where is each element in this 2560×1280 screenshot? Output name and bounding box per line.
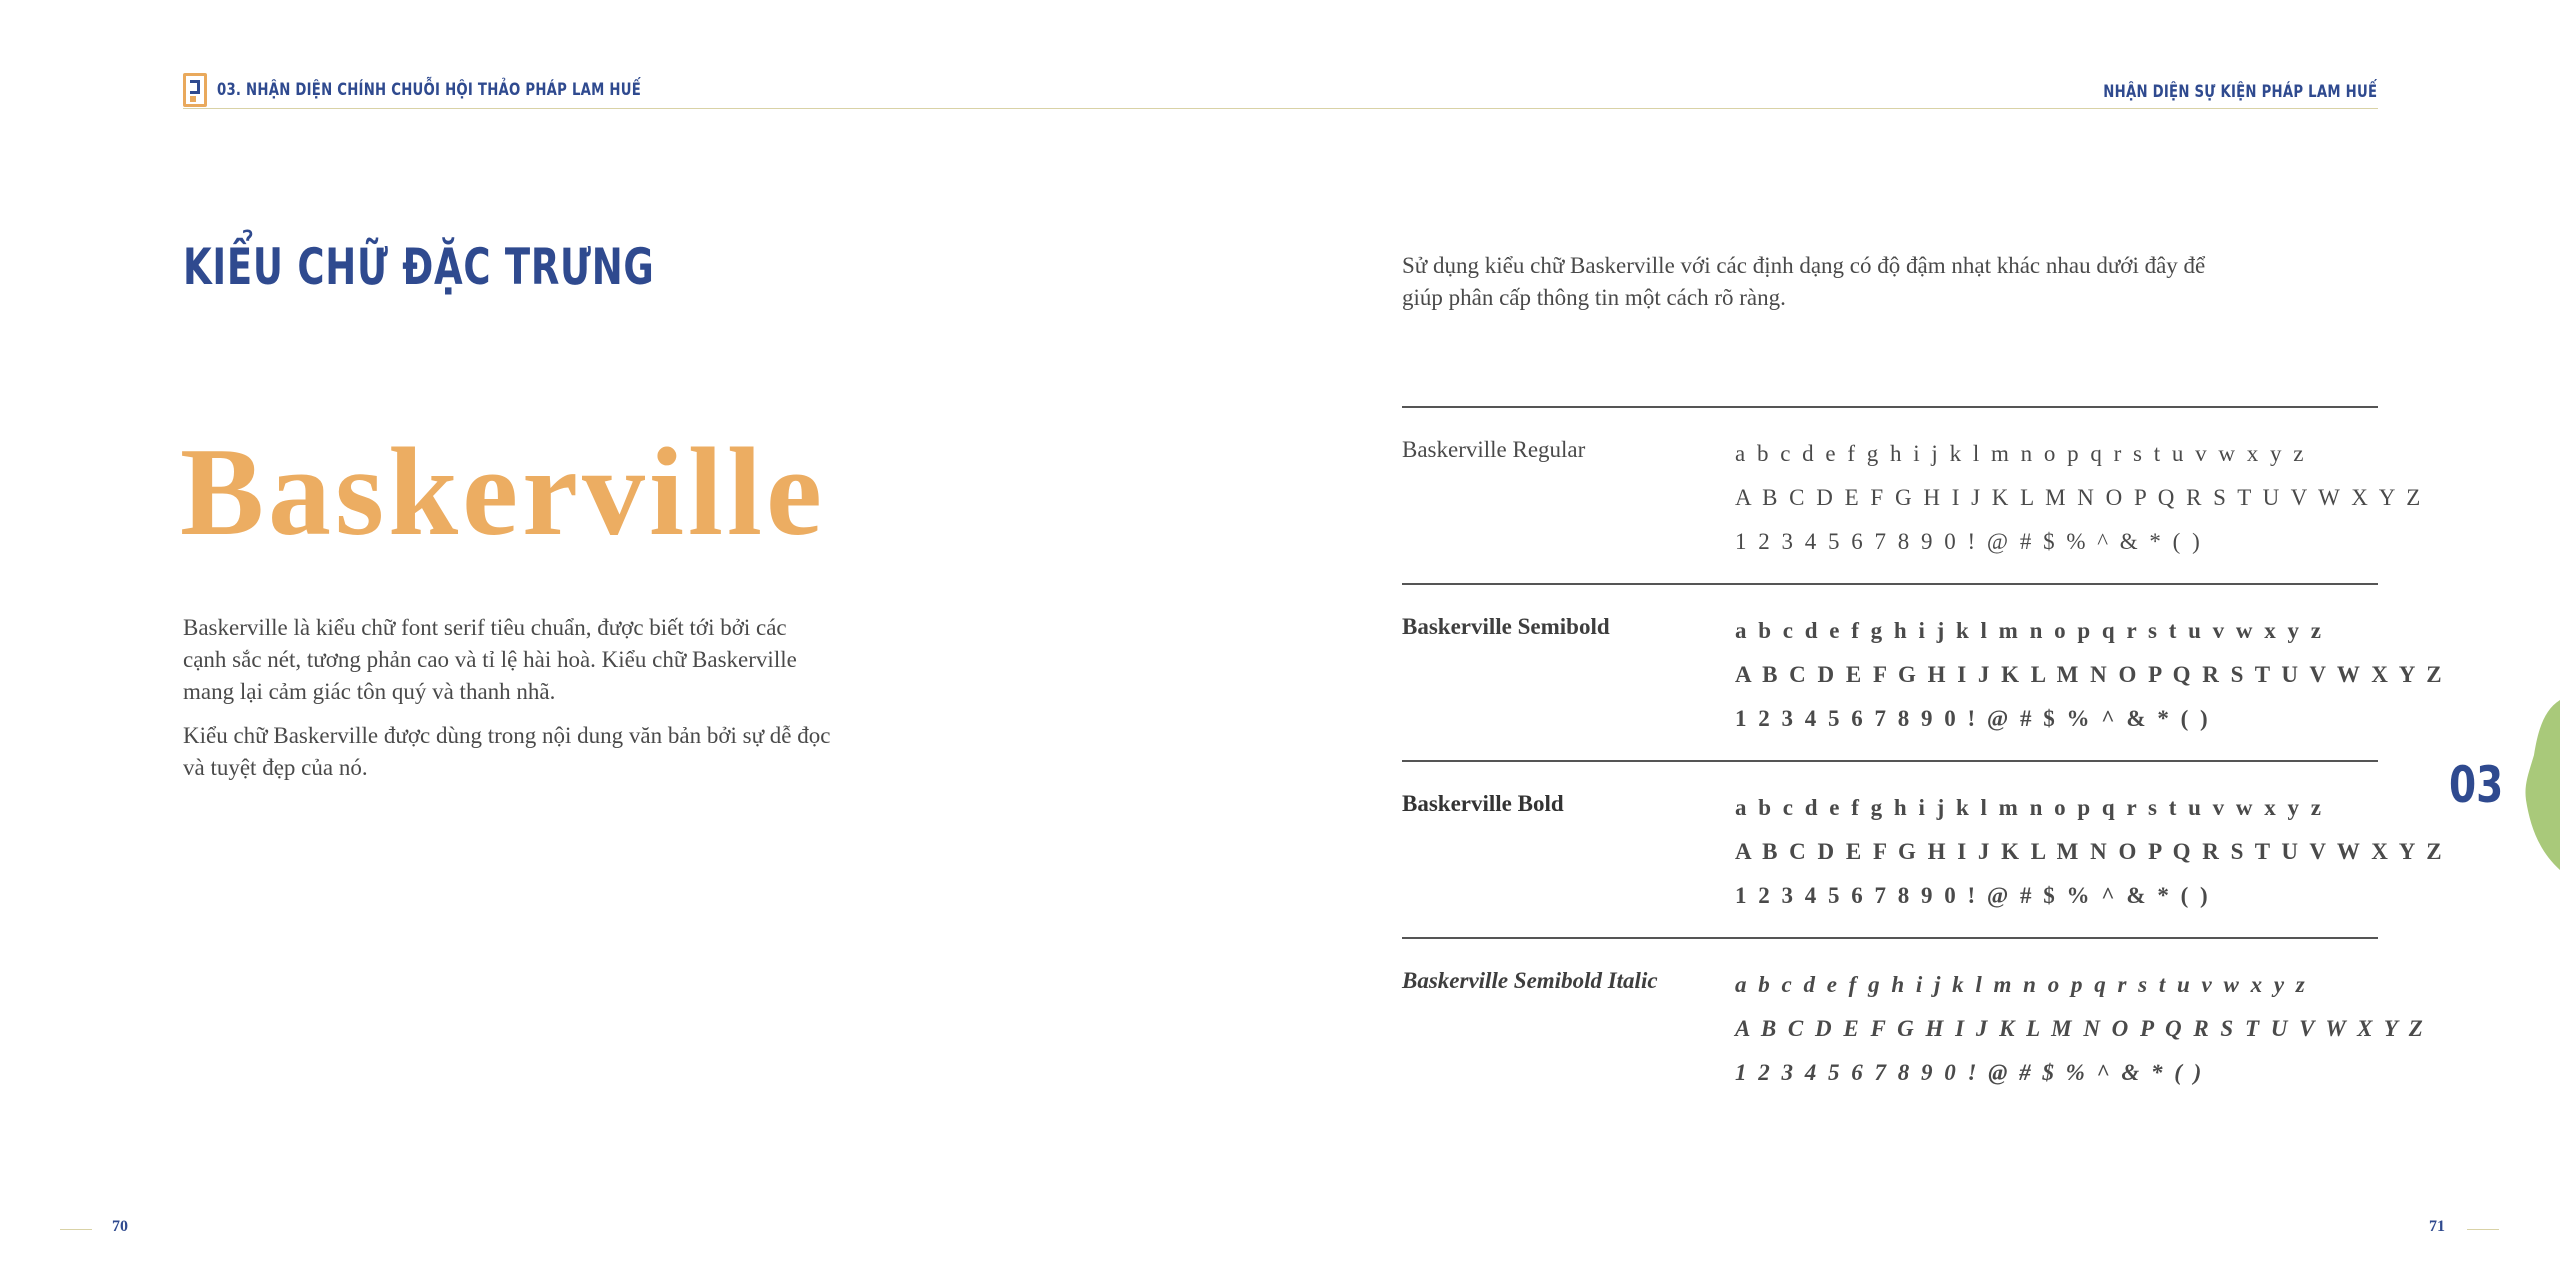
display-font-name: Baskerville (180, 423, 826, 562)
specimen-name: Baskerville Semibold Italic (1402, 968, 1658, 993)
specimen-uppercase: A B C D E F G H I J K L M N O P Q R S T U V W X Y Z (1735, 485, 2424, 510)
specimen-glyphs (1735, 609, 2445, 741)
specimen-row-bold (1402, 760, 2445, 937)
footer-divider-left (60, 1229, 92, 1230)
specimen-uppercase: A B C D E F G H I J K L M N O P Q R S T U V W X Y Z (1735, 1016, 2426, 1041)
section-title: KIỂU CHỮ ĐẶC TRƯNG (183, 238, 655, 296)
chapter-tab-shape (2524, 700, 2560, 870)
header-right-title: NHẬN DIỆN SỰ KIỆN PHÁP LAM HUẾ (2103, 82, 2377, 102)
specimen-uppercase: A B C D E F G H I J K L M N O P Q R S T U V W X Y Z (1735, 662, 2445, 687)
specimen-lowercase: a b c d e f g h i j k l m n o p q r s t u v w x y z (1735, 972, 2308, 997)
page-number-right: 71 (2429, 1218, 2445, 1235)
header-left (183, 72, 761, 108)
description-paragraph-1: Baskerville là kiểu chữ font serif tiêu chuẩn, được biết tới bởi các cạnh sắc nét, tương phản cao và tỉ lệ hài hoà. Kiểu chữ Baskerville mang lại cảm giác tôn quý và thanh nhã. (183, 615, 797, 704)
description-paragraph-2: Kiểu chữ Baskerville được dùng trong nội dung văn bản bởi sự dễ đọc và tuyệt đẹp của nó. (183, 723, 831, 780)
intro-text: Sử dụng kiểu chữ Baskerville với các định dạng có độ đậm nhạt khác nhau dưới đây để giúp phân cấp thông tin một cách rõ ràng. (1402, 253, 2206, 310)
specimen-name: Baskerville Bold (1402, 791, 1564, 816)
specimen-digits: 1 2 3 4 5 6 7 8 9 0 ! @ # $ % ^ & * ( ) (1735, 883, 2211, 908)
specimen-name: Baskerville Semibold (1402, 614, 1610, 639)
header-left-title: 03. NHẬN DIỆN CHÍNH CHUỖI HỘI THẢO PHÁP LAM HUẾ (217, 80, 642, 100)
footer-divider-right (2467, 1229, 2499, 1230)
page-number-left: 70 (112, 1218, 128, 1235)
chapter-number: 03 (2449, 756, 2504, 814)
specimen-row-regular (1402, 406, 2424, 583)
font-description (183, 612, 833, 796)
specimen-uppercase: A B C D E F G H I J K L M N O P Q R S T U V W X Y Z (1735, 839, 2445, 864)
specimen-digits: 1 2 3 4 5 6 7 8 9 0 ! @ # $ % ^ & * ( ) (1735, 529, 2203, 554)
header-divider (183, 108, 2378, 109)
specimen-glyphs (1735, 432, 2423, 564)
specimen-lowercase: a b c d e f g h i j k l m n o p q r s t u v w x y z (1735, 618, 2324, 643)
phap-lam-logo-icon (183, 73, 207, 107)
specimen-table (1402, 406, 2445, 1114)
specimen-glyphs (1735, 963, 2426, 1095)
specimen-glyphs (1735, 786, 2445, 918)
specimen-row-semibold (1402, 583, 2445, 760)
specimen-lowercase: a b c d e f g h i j k l m n o p q r s t u v w x y z (1735, 441, 2307, 466)
specimen-digits: 1 2 3 4 5 6 7 8 9 0 ! @ # $ % ^ & * ( ) (1735, 706, 2211, 731)
specimen-name: Baskerville Regular (1402, 437, 1586, 462)
specimen-digits: 1 2 3 4 5 6 7 8 9 0 ! @ # $ % ^ & * ( ) (1735, 1060, 2205, 1085)
specimen-row-semibold-italic (1402, 937, 2426, 1114)
specimen-lowercase: a b c d e f g h i j k l m n o p q r s t u v w x y z (1735, 795, 2324, 820)
